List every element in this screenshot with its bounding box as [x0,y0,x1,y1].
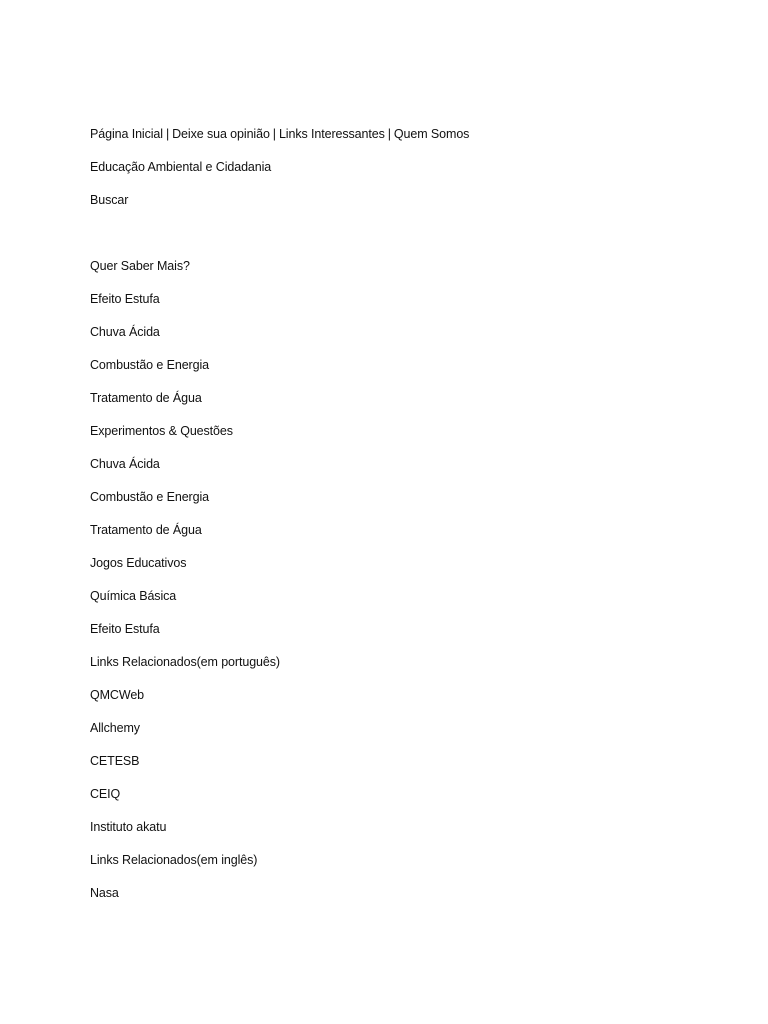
link-jogos-educativos[interactable]: Jogos Educativos [90,556,187,570]
search-button[interactable]: Buscar [90,193,129,207]
link-tratamento-de-agua[interactable]: Tratamento de Água [90,391,202,405]
nav-link-deixe-sua-opiniao[interactable]: Deixe sua opinião [172,127,270,141]
link-instituto-akatu[interactable]: Instituto akatu [90,820,167,834]
nav-link-links-interessantes[interactable]: Links Interessantes [278,127,385,141]
link-nasa[interactable]: Nasa [90,886,119,900]
link-experimento-tratamento-de-agua[interactable]: Tratamento de Água [90,523,202,537]
link-cetesb[interactable]: CETESB [90,754,140,768]
link-efeito-estufa[interactable]: Efeito Estufa [90,292,160,306]
link-ceiq[interactable]: CEIQ [90,787,121,801]
section-heading-quer-saber-mais: Quer Saber Mais? [90,259,190,273]
section-heading-links-portugues: Links Relacionados(em português) [90,655,280,669]
spacer [90,225,730,258]
section-heading-links-ingles: Links Relacionados(em inglês) [90,853,258,867]
nav-separator: | [272,127,276,141]
nav-link-pagina-inicial[interactable]: Página Inicial [90,127,163,141]
link-allchemy[interactable]: Allchemy [90,721,140,735]
link-chuva-acida[interactable]: Chuva Ácida [90,325,160,339]
link-quimica-basica[interactable]: Química Básica [90,589,177,603]
page-content [90,126,730,918]
nav-separator: | [387,127,391,141]
top-navigation [90,126,730,142]
link-combustao-e-energia[interactable]: Combustão e Energia [90,358,210,372]
link-experimento-chuva-acida[interactable]: Chuva Ácida [90,457,160,471]
nav-link-quem-somos[interactable]: Quem Somos [393,127,470,141]
section-heading-experimentos: Experimentos & Questões [90,424,233,438]
nav-separator: | [165,127,170,141]
link-experimento-combustao-e-energia[interactable]: Combustão e Energia [90,490,210,504]
link-experimento-efeito-estufa[interactable]: Efeito Estufa [90,622,160,636]
site-title: Educação Ambiental e Cidadania [90,160,272,174]
link-qmcweb[interactable]: QMCWeb [90,688,145,702]
